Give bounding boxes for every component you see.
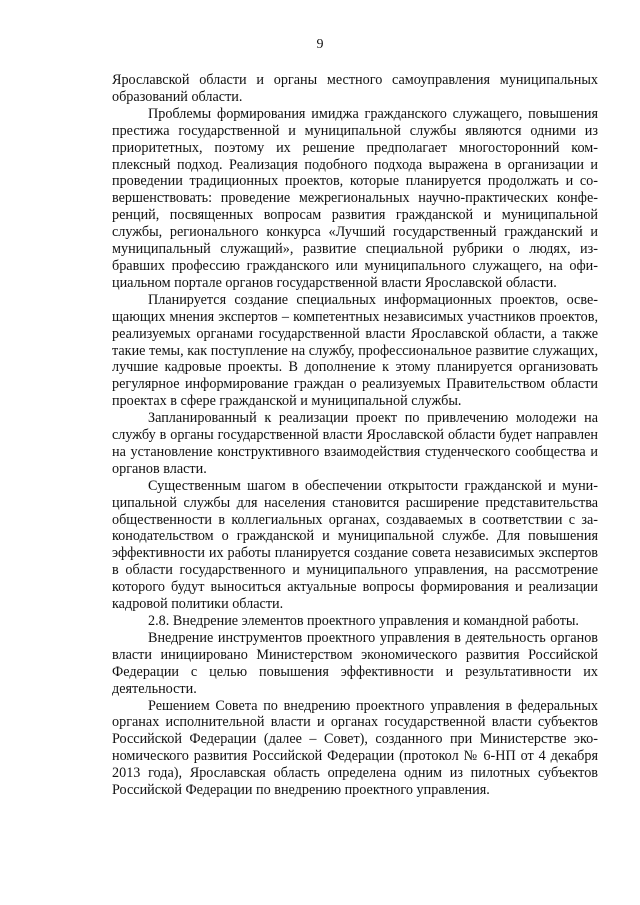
paragraph-image-problems: Проблемы формирования имиджа гражданского служащего, повышения престижа государственной и муниципальной службы являются одними из приоритетных, поэтому их решение предполагает многосторонний комплексный подход. Реализация подобного подхода выражена в организации и проведении традиционных проектов, которые планируется продолжать и совершенствовать: проведение межрегиональных научно-практических конференций, посвященных вопросам развития гражданской и муниципальной службы, регионального конкурса «Лучший государственный гражданский и муниципальный служащий», развитие специальной рубрики о людях, избравших профессию гражданского или муниципального служащего, на официальном портале органов государственной власти Ярославской области. <box>112 105 598 291</box>
paragraph-council-decision: Решением Совета по внедрению проектного управления в федеральных органах исполнительной власти и органах государственной власти субъектов Российской Федерации (далее – Совет), созданного при Министерстве экономического развития Российской Федерации (протокол № 6-НП от 4 декабря 2013 года), Ярославская область определена одним из пилотных субъектов Российской Федерации по внедрению проектного управления. <box>112 697 598 799</box>
paragraph-continuation: Ярославской области и органы местного самоуправления муниципальных образований области. <box>112 72 598 105</box>
section-heading-2-8: 2.8. Внедрение элементов проектного управления и командной работы. <box>148 613 579 629</box>
paragraph-project-management: Внедрение инструментов проектного управления в деятельность органов власти инициировано Министерством экономического развития Российской Федерации с целью повышения эффективности и результативности их деятельности. <box>112 629 598 697</box>
paragraph-youth-project: Запланированный к реализации проект по привлечению молодежи на службу в органы государственной власти Ярославской области будет направлен на установление конструктивного взаимодействия студенческого сообщества и органов власти. <box>112 410 598 477</box>
paragraph-information-projects: Планируется создание специальных информационных проектов, освещающих мнения экспертов – компетентных независимых участников проектов, реализуемых органами государственной власти Ярославской области, а также такие темы, как поступление на службу, профессиональное развитие служащих, лучшие кадровые проекты. В дополнение к этому планируется организовать регулярное информирование граждан о реализуемых Правительством области проектах в сфере гражданской и муниципальной службы. <box>112 291 598 410</box>
body-text <box>112 72 598 799</box>
page-number: 9 <box>316 37 324 52</box>
paragraph-openness: Существенным шагом в обеспечении открытости гражданской и муниципальной службы для населения становится расширение представительства общественности в коллегиальных органах, создаваемых в соответствии с законодательством о гражданской и муниципальной службе. Для повышения эффективности их работы планируется создание совета независимых экспертов в области государственного и муниципального управления, на рассмотрение которого будут выноситься актуальные вопросы формирования и реализации кадровой политики области. <box>112 477 598 613</box>
